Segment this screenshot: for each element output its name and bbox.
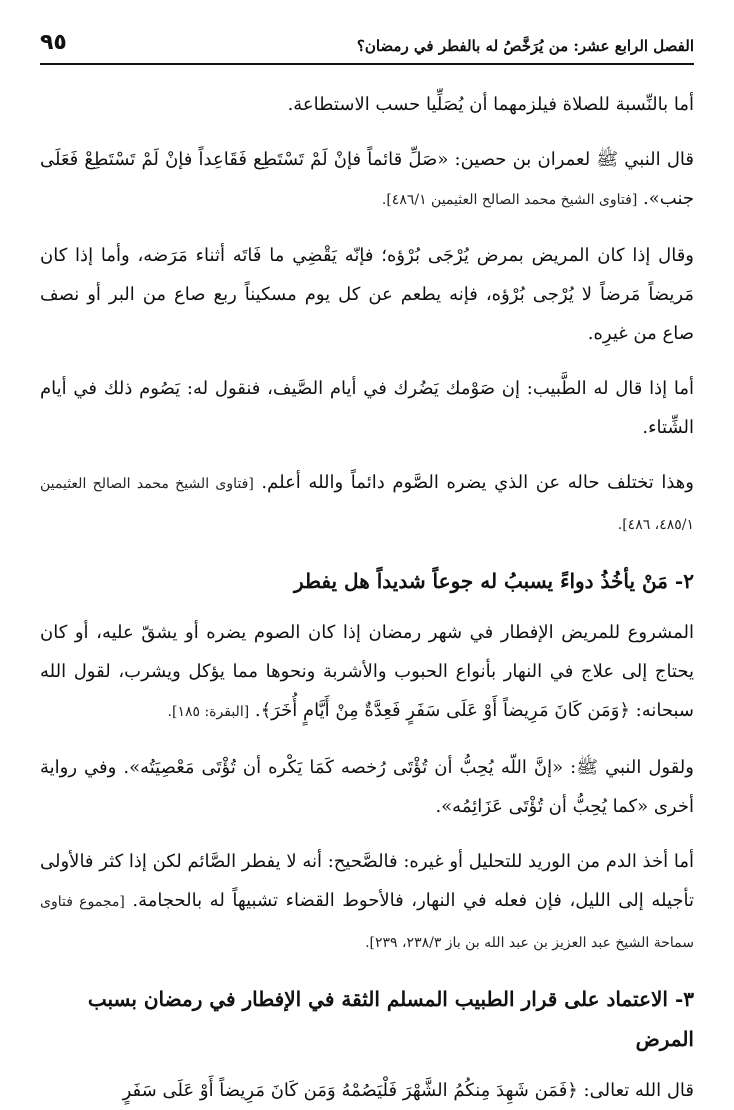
- section-heading: ٢- مَنْ يأخُذُ دواءً يسببُ له جوعاً شديداً هل يفطر: [293, 569, 694, 593]
- source-citation: [مجموع فتاوى سماحة الشيخ عبد العزيز بن عبد الله بن باز ٢٣٨/٣، ٢٣٩].: [40, 894, 694, 951]
- paragraph: قال الله تعالى: ﴿فَمَن شَهِدَ مِنكُمُ الشَّهْرَ فَلْيَصُمْهُ وَمَن كَانَ مَرِيضاً أَوْ عَلَى سَفَرٍ: [122, 1080, 694, 1101]
- paragraph: المشروع للمريض الإفطار في شهر رمضان إذا كان الصوم يضره أو يشقّ عليه، أو كان يحتاج إلى علاج في النهار بأنواع الحبوب والأشربة ونحوها مما يؤكل ويشرب، لقول الله سبحانه: ﴿وَمَن كَانَ مَرِيضاً أَوْ عَلَى سَفَرٍ فَعِدَّةٌ مِنْ أَيَّامٍ أُخَرَ﴾. [البقرة: ١٨٥].: [40, 622, 694, 721]
- paragraph: قال النبي ﷺ لعمران بن حصين: «صَلِّ قائماً فإنْ لَمْ تَسْتَطِع فَقَاعِداً فإنْ لَمْ تَسْتَطِعْ فَعَلَى جنب». [فتاوى الشيخ محمد الصالح العثيمين ٤٨٦/١].: [40, 149, 694, 209]
- paragraph: أما إذا قال له الطَّبيب: إن صَوْمك يَضُرك في أيام الصَّيف، فنقول له: يَصُوم ذلك في أيام الشِّتاء.: [40, 378, 694, 438]
- paragraph: وهذا تختلف حاله عن الذي يضره الصَّوم دائماً والله أعلم. [فتاوى الشيخ محمد الصالح العثيمين ٤٨٥/١، ٤٨٦].: [40, 472, 694, 533]
- page-number: ٩٥: [40, 30, 67, 55]
- source-citation: [البقرة: ١٨٥].: [167, 704, 250, 720]
- paragraph: أما أخذ الدم من الوريد للتحليل أو غيره: فالصَّحيح: أنه لا يفطر الصَّائم لكن إذا كثر فالأولى تأجيله إلى الليل، فإن فعله في النهار، فالأحوط القضاء تشبيهاً له بالحجامة. [مجموع فتاوى سماحة الشيخ عبد العزيز بن عبد الله بن باز ٢٣٨/٣، ٢٣٩].: [40, 851, 694, 951]
- source-citation: [فتاوى الشيخ محمد الصالح العثيمين ٤٨٥/١، ٤٨٦].: [40, 476, 694, 533]
- paragraph: ولقول النبي ﷺ: «إنَّ اللّه يُحِبُّ أن تُؤْتَى رُخصه كَمَا يَكْره أن تُؤْتَى مَعْصِيَتُه». وفي رواية أخرى «كما يُحِبُّ أن تُؤْتَى عَزَائِمُه».: [40, 757, 694, 817]
- section-heading: ٣- الاعتماد على قرار الطبيب المسلم الثقة في الإفطار في رمضان بسبب المرض: [87, 987, 694, 1051]
- paragraph: أما بالنِّسبة للصلاة فيلزمهما أن يُصَلِّيا حسب الاستطاعة.: [287, 94, 694, 115]
- chapter-title: الفصل الرابع عشر: من يُرَخَّصُ له بالفطر في رمضان؟: [356, 37, 694, 55]
- paragraph: وقال إذا كان المريض بمرض يُرْجَى بُرْؤه؛ فإنّه يَقْضِي ما فَاتَه أثناء مَرَضه، وأما إذا كان مَريضاً مَرضاً لا يُرْجى بُرْؤه، فإنه يطعم عن كل يوم مسكيناً ربع صاع من البر أو نصف صاع من غيرِه.: [40, 245, 694, 344]
- source-citation: [فتاوى الشيخ محمد الصالح العثيمين ٤٨٦/١].: [381, 192, 638, 208]
- running-head: [40, 30, 694, 65]
